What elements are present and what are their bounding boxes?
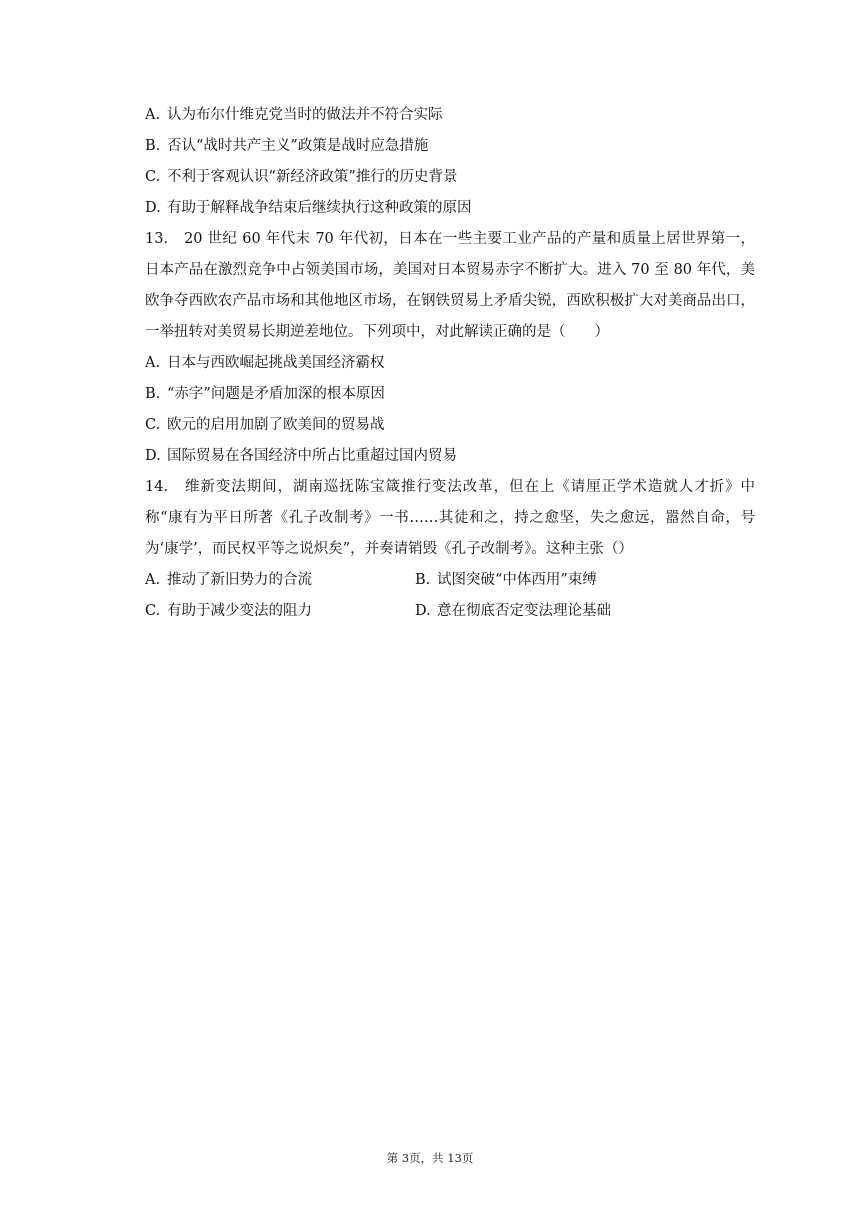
- option-text: 国际贸易在各国经济中所占比重超过国内贸易: [167, 448, 457, 464]
- option-label: D.: [145, 200, 161, 216]
- q14-stem: [145, 472, 755, 565]
- option-text: 有助于解释战争结束后继续执行这种政策的原因: [167, 200, 472, 216]
- option-text: 有助于减少变法的阻力: [167, 603, 312, 619]
- option-label: A.: [145, 107, 161, 123]
- q14-option-a: [145, 565, 415, 596]
- option-label: B.: [145, 138, 161, 154]
- option-text: “赤字”问题是矛盾加深的根本原因: [167, 386, 385, 402]
- q12-option-a: [145, 100, 755, 131]
- q13-stem: [145, 224, 755, 348]
- option-label: C.: [145, 169, 161, 185]
- q14-options-row-2: [145, 596, 755, 627]
- q12-option-c: [145, 162, 755, 193]
- q13-option-d: [145, 441, 755, 472]
- question-number: 14.: [145, 479, 169, 495]
- q14-option-d: [415, 596, 685, 627]
- option-label: A.: [145, 355, 161, 371]
- option-text: 认为布尔什维克党当时的做法并不符合实际: [167, 107, 443, 123]
- q13-option-a: [145, 348, 755, 379]
- option-text: 日本与西欧崛起挑战美国经济霸权: [167, 355, 385, 371]
- question-text: 维新变法期间，湖南巡抚陈宝箴推行变法改革，但在上《请厘正学术造就人才折》中称“康有为平日所著《孔子改制考》一书……其徒和之，持之愈坚，失之愈远，嚣然自命，号为‘康学’，而民权平等之说炽矣”，并奏请销毁《孔子改制考》。这种主张（）: [145, 479, 755, 557]
- option-text: 意在彻底否定变法理论基础: [437, 603, 611, 619]
- option-label: B.: [145, 386, 161, 402]
- option-text: 推动了新旧势力的合流: [167, 572, 312, 588]
- option-label: C.: [145, 603, 161, 619]
- q14-option-c: [145, 596, 415, 627]
- q12-option-b: [145, 131, 755, 162]
- option-label: A.: [145, 572, 161, 588]
- q14-options-row-1: [145, 565, 755, 596]
- option-text: 不利于客观认识“新经济政策”推行的历史背景: [167, 169, 458, 185]
- option-text: 试图突破“中体西用”束缚: [437, 572, 597, 588]
- option-label: C.: [145, 417, 161, 433]
- option-label: D.: [145, 448, 161, 464]
- option-text: 否认“战时共产主义”政策是战时应急措施: [167, 138, 429, 154]
- option-label: D.: [415, 603, 431, 619]
- q12-option-d: [145, 193, 755, 224]
- q13-option-b: [145, 379, 755, 410]
- option-text: 欧元的启用加剧了欧美间的贸易战: [167, 417, 385, 433]
- q14-option-b: [415, 565, 685, 596]
- q13-option-c: [145, 410, 755, 441]
- question-number: 13.: [145, 231, 169, 247]
- option-label: B.: [415, 572, 431, 588]
- page-content: [145, 100, 755, 627]
- question-text: 20 世纪 60 年代末 70 年代初，日本在一些主要工业产品的产量和质量上居世界第一，日本产品在激烈竞争中占领美国市场，美国对日本贸易赤字不断扩大。进入 70 至 80 年代，美欧争夺西欧农产品市场和其他地区市场，在钢铁贸易上矛盾尖锐，西欧积极扩大对美商品出口，一举扭转对美贸易长期逆差地位。下列项中，对此解读正确的是（ ）: [145, 231, 755, 340]
- page-number: 第 3页，共 13页: [386, 1151, 474, 1165]
- page-footer: [0, 1150, 860, 1166]
